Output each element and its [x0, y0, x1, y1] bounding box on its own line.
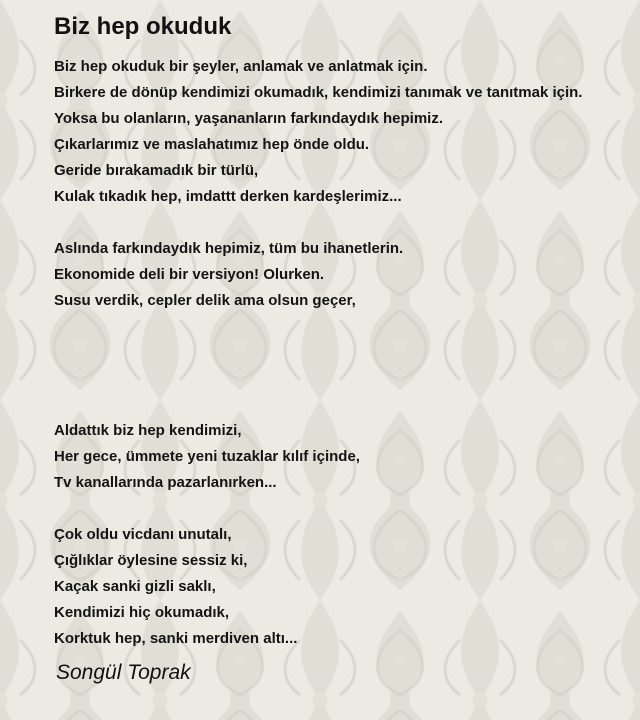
poem-container: [54, 12, 634, 652]
poem-title: Biz hep okuduk: [54, 13, 232, 40]
poem-stanza-4: [54, 522, 634, 652]
poem-author: Songül Toprak: [56, 661, 191, 684]
poem-line: Aldattık biz hep kendimizi,: [54, 422, 242, 439]
poem-line: Tv kanallarında pazarlanırken...: [54, 474, 277, 491]
poem-line: Birkere de dönüp kendimizi okumadık, kendimizi tanımak ve tanıtmak için.: [54, 84, 583, 101]
poem-line: Çıkarlarımız ve maslahatımız hep önde oldu.: [54, 136, 370, 153]
stanza-spacer: [54, 496, 634, 522]
poem-stanza-2: [54, 236, 634, 314]
poem-line: Ekonomide deli bir versiyon! Olurken.: [54, 266, 325, 283]
poem-line: Susu verdik, cepler delik ama olsun geçer,: [54, 292, 356, 309]
poem-line: Yoksa bu olanların, yaşananların farkındaydık hepimiz.: [54, 110, 444, 127]
stanza-spacer: [54, 210, 634, 236]
poem-line: Çığlıklar öylesine sessiz ki,: [54, 552, 248, 569]
poem-stanza-1: [54, 54, 634, 210]
poem-line: Kendimizi hiç okumadık,: [54, 604, 230, 621]
poem-line: Kulak tıkadık hep, imdattt derken kardeşlerimiz...: [54, 188, 402, 205]
stanza-spacer: [54, 314, 634, 418]
poem-line: Biz hep okuduk bir şeyler, anlamak ve anlatmak için.: [54, 58, 428, 75]
poem-line: Korktuk hep, sanki merdiven altı...: [54, 630, 298, 647]
poem-line: Aslında farkındaydık hepimiz, tüm bu ihanetlerin.: [54, 240, 404, 257]
poem-line: Geride bırakamadık bir türlü,: [54, 162, 259, 179]
poem-stanza-3: [54, 418, 634, 496]
poem-line: Her gece, ümmete yeni tuzaklar kılıf içinde,: [54, 448, 360, 465]
poem-line: Kaçak sanki gizli saklı,: [54, 578, 216, 595]
poem-line: Çok oldu vicdanı unutalı,: [54, 526, 232, 543]
